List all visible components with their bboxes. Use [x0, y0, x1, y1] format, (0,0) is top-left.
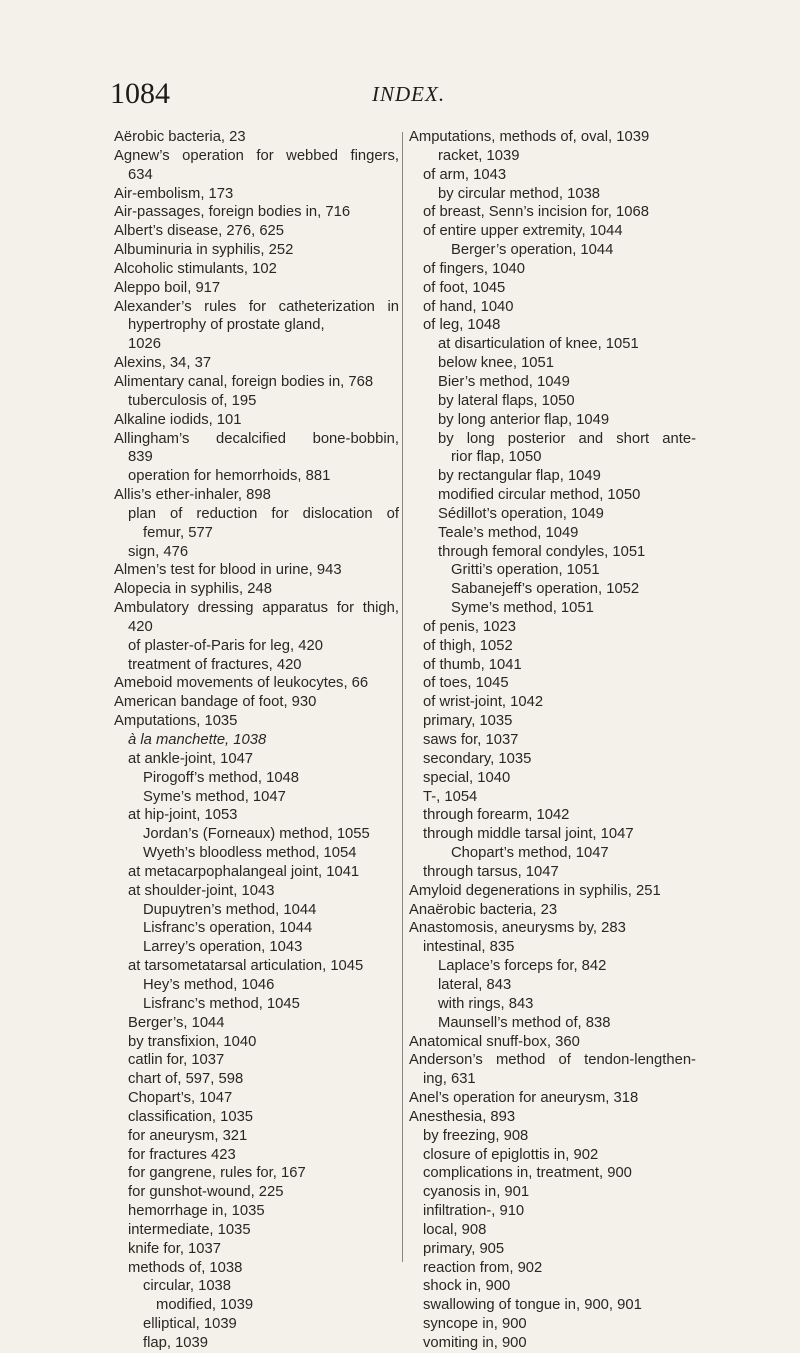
- index-entry: through femoral condyles, 1051: [438, 543, 646, 560]
- index-entry: at tarsometatarsal articulation, 1045: [128, 958, 364, 975]
- index-entry: racket, 1039: [438, 147, 520, 164]
- index-entry: methods of, 1038: [128, 1259, 243, 1276]
- index-entry: Anesthesia, 893: [409, 1108, 516, 1125]
- index-entry: at shoulder-joint, 1043: [128, 882, 275, 899]
- index-entry: of penis, 1023: [423, 618, 516, 635]
- index-entry: Larrey’s operation, 1043: [143, 939, 303, 956]
- index-entry: Berger’s, 1044: [128, 1014, 225, 1031]
- index-entry: Agnew’s operation for webbed fingers,: [114, 147, 399, 164]
- index-entry: hemorrhage in, 1035: [128, 1203, 265, 1220]
- index-entry: plan of reduction for dislocation of: [128, 505, 399, 522]
- index-entry: Syme’s method, 1051: [451, 600, 594, 617]
- index-entry: Air-embolism, 173: [114, 185, 234, 202]
- index-entry: through middle tarsal joint, 1047: [423, 826, 634, 843]
- index-entry: of wrist-joint, 1042: [423, 694, 544, 711]
- index-entry: for aneurysm, 321: [128, 1127, 248, 1144]
- index-entry: Alimentary canal, foreign bodies in, 768: [114, 373, 374, 390]
- index-entry: Amyloid degenerations in syphilis, 251: [409, 882, 661, 899]
- index-entry: of arm, 1043: [423, 166, 507, 183]
- index-entry: Amputations, methods of, oval, 1039: [409, 129, 650, 145]
- index-entry: at hip-joint, 1053: [128, 807, 238, 824]
- index-entry: modified circular method, 1050: [438, 487, 641, 504]
- index-entry: syncope in, 900: [423, 1316, 527, 1333]
- index-entry: Lisfranc’s method, 1045: [143, 995, 300, 1012]
- index-entry: Bier’s method, 1049: [438, 373, 570, 390]
- index-entry: Albuminuria in syphilis, 252: [114, 242, 294, 259]
- index-entry: of plaster-of-Paris for leg, 420: [128, 637, 323, 654]
- index-entry: primary, 905: [423, 1240, 505, 1257]
- index-entry: Alexins, 34, 37: [114, 355, 212, 372]
- index-entry: 634: [128, 166, 153, 183]
- index-entry: of hand, 1040: [423, 298, 514, 315]
- index-entry: Anatomical snuff-box, 360: [409, 1033, 580, 1050]
- index-entry: of fingers, 1040: [423, 260, 526, 277]
- index-entry: at metacarpophalangeal joint, 1041: [128, 863, 360, 880]
- index-entry: closure of epiglottis in, 902: [423, 1146, 599, 1163]
- index-entry: operation for hemorrhoids, 881: [128, 468, 331, 485]
- index-entry: intermediate, 1035: [128, 1221, 251, 1238]
- index-entry: Almen’s test for blood in urine, 943: [114, 562, 342, 579]
- index-entry: cyanosis in, 901: [423, 1184, 530, 1201]
- index-entry: of thumb, 1041: [423, 656, 522, 673]
- index-entry: Sédillot’s operation, 1049: [438, 505, 604, 522]
- index-entry: Lisfranc’s operation, 1044: [143, 920, 313, 937]
- index-entry: for fractures 423: [128, 1146, 236, 1163]
- index-entry: complications in, treatment, 900: [423, 1165, 632, 1182]
- index-entry: of leg, 1048: [423, 317, 501, 334]
- index-entry: by circular method, 1038: [438, 185, 601, 202]
- index-entry: Aleppo boil, 917: [114, 279, 221, 296]
- index-entry: Dupuytren’s method, 1044: [143, 901, 317, 918]
- index-column-right: [409, 128, 696, 1353]
- index-entry: rior flap, 1050: [451, 449, 542, 466]
- index-entry: of entire upper extremity, 1044: [423, 223, 623, 240]
- index-entry: below knee, 1051: [438, 355, 554, 372]
- index-entry: infiltration-, 910: [423, 1203, 525, 1220]
- index-entry: at disarticulation of knee, 1051: [438, 336, 639, 353]
- index-entry: Chopart’s method, 1047: [451, 845, 609, 862]
- index-entry: Anaërobic bacteria, 23: [409, 901, 558, 918]
- index-entry: shock in, 900: [423, 1278, 511, 1295]
- column-divider: [402, 132, 403, 1262]
- index-entry: hypertrophy of prostate gland,: [128, 317, 325, 334]
- index-entry: intestinal, 835: [423, 939, 515, 956]
- index-entry: knife for, 1037: [128, 1240, 221, 1257]
- index-entry: T-, 1054: [423, 788, 478, 805]
- index-entry: Amputations, 1035: [114, 713, 238, 730]
- index-entry: Ambulatory dressing apparatus for thigh,: [114, 600, 399, 617]
- index-entry: Aërobic bacteria, 23: [114, 129, 246, 145]
- index-entry: Gritti’s operation, 1051: [451, 562, 600, 579]
- index-entry: flap, 1039: [143, 1335, 208, 1351]
- index-entry: special, 1040: [423, 769, 511, 786]
- index-entry: by transfixion, 1040: [128, 1033, 257, 1050]
- index-entry: Allis’s ether-inhaler, 898: [114, 487, 271, 504]
- index-entry: 420: [128, 618, 153, 635]
- index-entry: ing, 631: [423, 1071, 476, 1088]
- index-entry: classification, 1035: [128, 1108, 254, 1125]
- index-entry: Laplace’s forceps for, 842: [438, 958, 607, 975]
- index-entry: Wyeth’s bloodless method, 1054: [143, 845, 357, 862]
- index-entry: Teale’s method, 1049: [438, 524, 579, 541]
- index-entry: Alkaline iodids, 101: [114, 411, 242, 428]
- index-entry: Hey’s method, 1046: [143, 976, 275, 993]
- index-entry: by lateral flaps, 1050: [438, 392, 575, 409]
- index-entry: sign, 476: [128, 543, 189, 560]
- index-entry: by long anterior flap, 1049: [438, 411, 610, 428]
- index-entry: by rectangular flap, 1049: [438, 468, 601, 485]
- index-entry: à la manchette, 1038: [128, 732, 267, 748]
- index-entry: at ankle-joint, 1047: [128, 750, 254, 767]
- index-entry: primary, 1035: [423, 713, 513, 730]
- index-entry: reaction from, 902: [423, 1259, 543, 1276]
- index-entry: Alcoholic stimulants, 102: [114, 260, 277, 277]
- index-entry: secondary, 1035: [423, 750, 532, 767]
- index-entry: Sabanejeff’s operation, 1052: [451, 581, 640, 598]
- index-entry: Anel’s operation for aneurysm, 318: [409, 1090, 639, 1107]
- index-entry: Anastomosis, aneurysms by, 283: [409, 920, 626, 937]
- page-number: 1084: [110, 77, 170, 110]
- index-entry: tuberculosis of, 195: [128, 392, 257, 409]
- index-entry: femur, 577: [143, 524, 213, 541]
- page-header: [110, 74, 700, 114]
- index-entry: vomiting in, 900: [423, 1335, 527, 1351]
- index-entry: Ameboid movements of leukocytes, 66: [114, 675, 369, 692]
- index-entry: American bandage of foot, 930: [114, 694, 317, 711]
- index-entry: treatment of fractures, 420: [128, 656, 302, 673]
- index-entry: Chopart’s, 1047: [128, 1090, 233, 1107]
- index-entry: local, 908: [423, 1221, 487, 1238]
- index-entry: for gangrene, rules for, 167: [128, 1165, 306, 1182]
- index-entry: swallowing of tongue in, 900, 901: [423, 1297, 642, 1314]
- index-entry: Berger’s operation, 1044: [451, 242, 614, 259]
- index-entry: by freezing, 908: [423, 1127, 529, 1144]
- index-entry: Syme’s method, 1047: [143, 788, 286, 805]
- index-entry: elliptical, 1039: [143, 1316, 237, 1333]
- index-entry: for gunshot-wound, 225: [128, 1184, 284, 1201]
- index-entry: through forearm, 1042: [423, 807, 570, 824]
- index-entry: modified, 1039: [156, 1297, 254, 1314]
- index-entry: chart of, 597, 598: [128, 1071, 244, 1088]
- index-entry: with rings, 843: [438, 995, 534, 1012]
- index-entry: by long posterior and short ante-: [438, 430, 696, 447]
- index-entry: 1026: [128, 336, 161, 353]
- index-entry: circular, 1038: [143, 1278, 232, 1295]
- index-entry: Anderson’s method of tendon-lengthen-: [409, 1052, 696, 1069]
- index-entry: of foot, 1045: [423, 279, 506, 296]
- index-entry: lateral, 843: [438, 976, 512, 993]
- index-entry: Air-passages, foreign bodies in, 716: [114, 204, 351, 221]
- index-entry: through tarsus, 1047: [423, 863, 559, 880]
- index-entry: Jordan’s (Forneaux) method, 1055: [143, 826, 370, 843]
- index-entry: of thigh, 1052: [423, 637, 513, 654]
- index-entry: of breast, Senn’s incision for, 1068: [423, 204, 649, 221]
- index-entry: saws for, 1037: [423, 732, 519, 748]
- running-title: INDEX.: [372, 82, 446, 106]
- index-entry: Maunsell’s method of, 838: [438, 1014, 611, 1031]
- index-entry: Alopecia in syphilis, 248: [114, 581, 272, 598]
- index-entry: Alexander’s rules for catheterization in: [114, 298, 399, 315]
- index-entry: of toes, 1045: [423, 675, 509, 692]
- index-entry: 839: [128, 449, 153, 466]
- index-entry: Allingham’s decalcified bone-bobbin,: [114, 430, 399, 447]
- index-entry: Albert’s disease, 276, 625: [114, 223, 285, 240]
- index-entry: catlin for, 1037: [128, 1052, 225, 1069]
- index-column-left: [114, 128, 399, 1353]
- index-entry: Pirogoff’s method, 1048: [143, 769, 300, 786]
